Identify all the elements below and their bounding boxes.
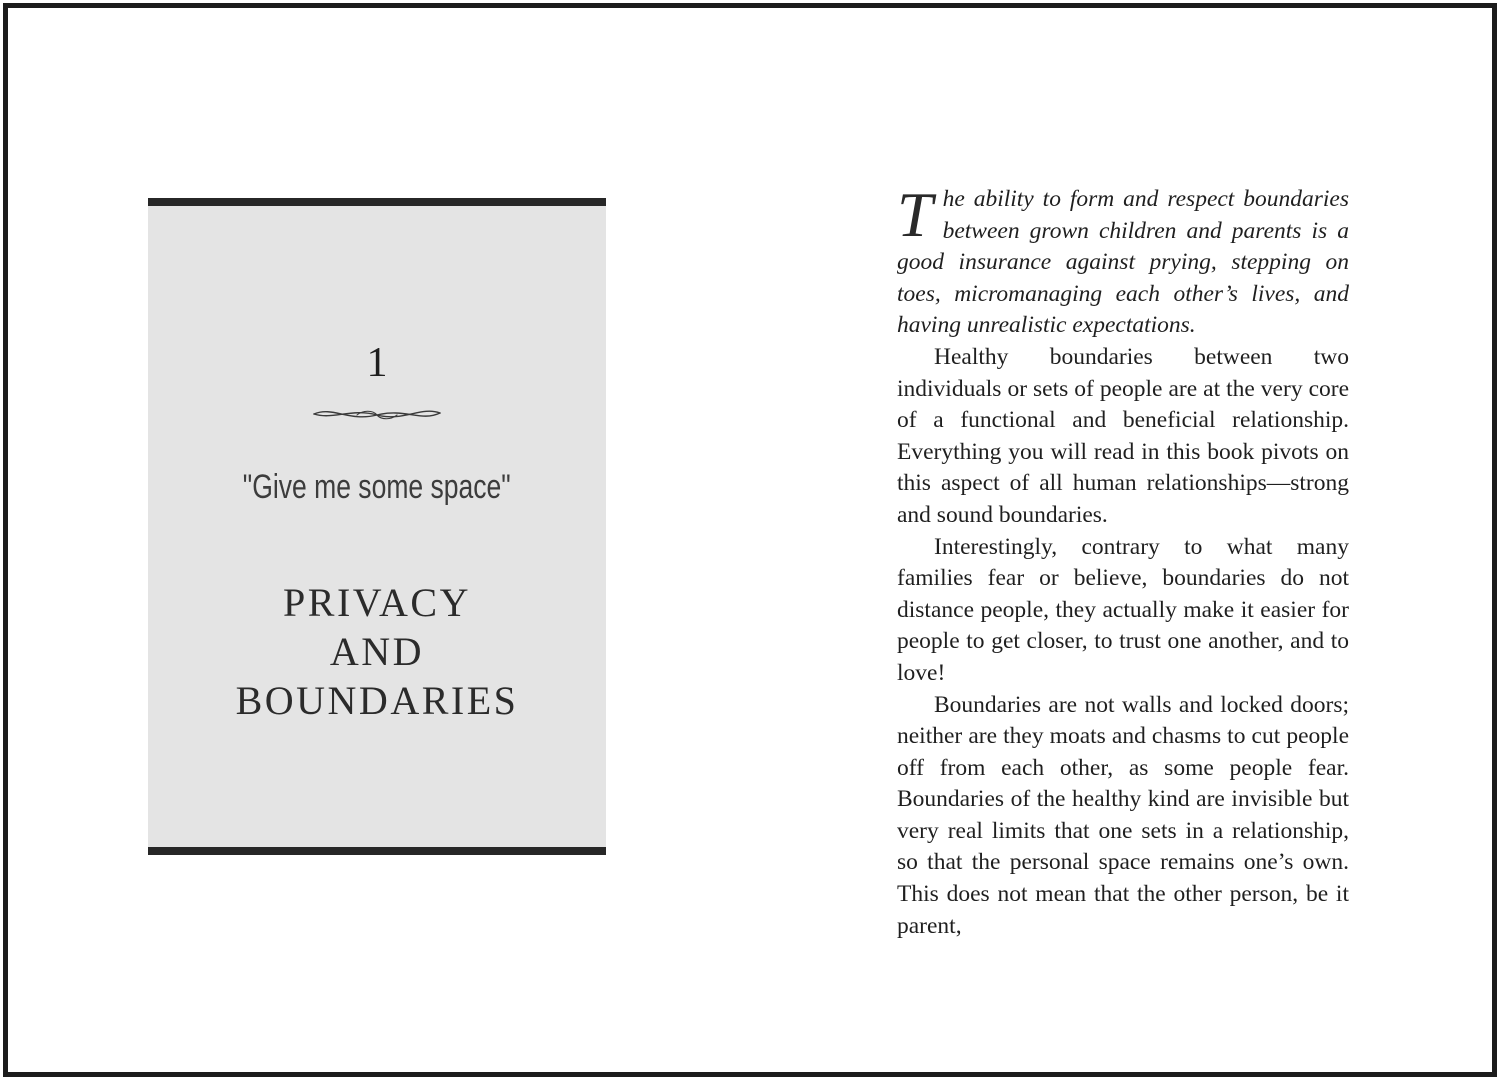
opening-paragraph <box>897 179 1349 342</box>
body-paragraph: Boundaries are not walls and locked doors; neither are they moats and chasms to cut people off from each other, as some people fear. Boundaries of the healthy kind are invisible but very real limits that one sets in a relationship, so that the personal space remains one’s own. This does not mean that the other person, be it parent, <box>897 691 1349 939</box>
body-paragraph: Interestingly, contrary to what many families fear or believe, boundaries do not distance people, they actually make it easier for people to get closer, to trust one another, and to love! <box>897 533 1349 686</box>
opening-paragraph-text: he ability to form and respect boundaries between grown children and parents is a good insurance against prying, stepping on toes, micromanaging each other’s lives, and having unrealistic expectations. <box>897 186 1349 339</box>
body-paragraph: Healthy boundaries between two individuals or sets of people are at the very core of a functional and beneficial relationship. Everything you will read in this book pivots on this aspect of all human relationships—strong and sound boundaries. <box>897 343 1349 528</box>
flourish-divider-icon <box>148 402 606 433</box>
chapter-title-line-1: PRIVACY <box>283 580 471 625</box>
body-text-block <box>897 179 1349 942</box>
drop-cap: T <box>897 179 933 250</box>
chapter-card <box>148 198 606 855</box>
chapter-title-line-3: BOUNDARIES <box>235 678 519 723</box>
chapter-number: 1 <box>366 340 388 386</box>
chapter-quote-wrap <box>148 468 606 507</box>
chapter-quote: "Give me some space" <box>243 468 511 506</box>
chapter-title <box>148 578 606 725</box>
chapter-title-line-2: AND <box>329 629 425 674</box>
